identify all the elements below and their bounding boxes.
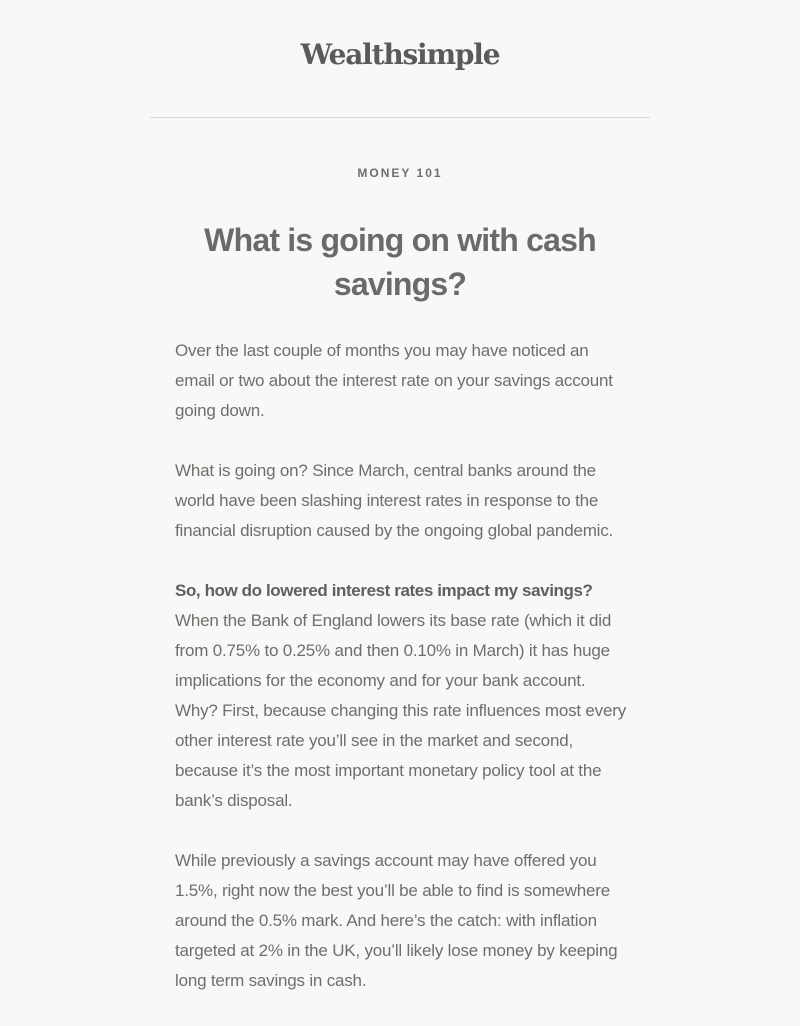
email-header xyxy=(0,0,800,117)
header-divider xyxy=(150,117,650,118)
article-category: MONEY 101 xyxy=(357,166,443,180)
wealthsimple-logo[interactable]: Wealthsimple xyxy=(300,38,500,71)
paragraph-intro xyxy=(175,336,627,426)
paragraph-text: While previously a savings account may have offered you 1.5%, right now the best you’ll be able to find is somewhere around the 0.5% mark. And here’s the catch: with inflation targeted at 2% in the UK, you’ll likely lose money by keeping long term savings in cash. xyxy=(175,851,618,990)
paragraph-text: When the Bank of England lowers its base rate (which it did from 0.75% to 0.25% and then 0.10% in March) it has huge implications for the economy and for your bank account. Why? First, because changing this rate influences most every other interest rate you’ll see in the market and second, because it’s the most important monetary policy tool at the bank’s disposal. xyxy=(175,611,626,810)
paragraph-impact xyxy=(175,576,627,816)
paragraph-rates xyxy=(175,846,627,996)
paragraph-text: What is going on? Since March, central banks around the world have been slashing interest rates in response to the financial disruption caused by the ongoing global pandemic. xyxy=(175,461,614,540)
article-body xyxy=(175,336,627,1026)
paragraph-text: Over the last couple of months you may have noticed an email or two about the interest rate on your savings account going down. xyxy=(175,341,613,420)
section-heading: So, how do lowered interest rates impact my savings? xyxy=(175,581,593,600)
paragraph-what-is-going-on xyxy=(175,456,627,546)
article-title: What is going on with cash savings? xyxy=(204,222,596,302)
